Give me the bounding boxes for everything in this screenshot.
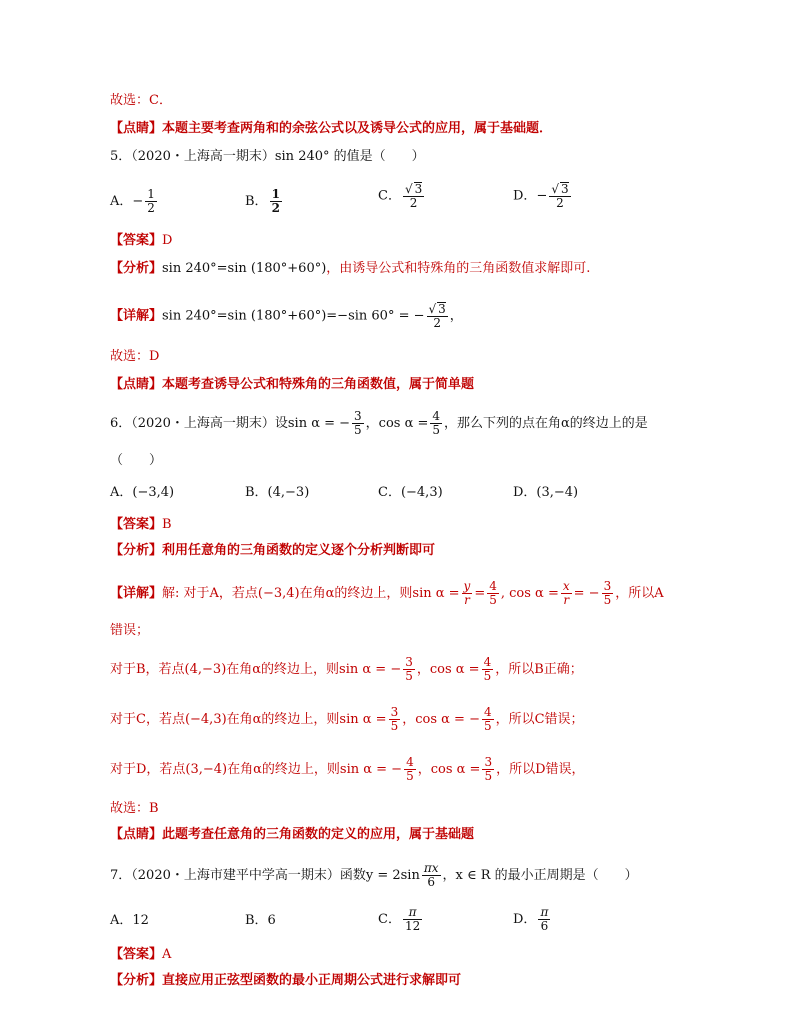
q5-stem: 5．（2020・上海高一期末）sin 240° 的值是（ ） — [110, 149, 425, 164]
q6-option-d: D．(3,−4) — [513, 485, 579, 500]
q7-stem: 7．（2020・上海市建平中学高一期末）函数y = 2sin $\frac{\pi x}{6}$ ，x ∈ R 的最小正周期是（ ） — [110, 861, 638, 889]
q7-answer: 【答案】A — [110, 947, 172, 962]
q7-option-b: B．6 — [245, 913, 276, 928]
q7-analysis: 【分析】直接应用正弦型函数的最小正周期公式进行求解即可 — [110, 973, 462, 988]
q5-option-d: D．− $\frac{√ 3}{2}$ — [513, 182, 569, 210]
q6-analysis: 【分析】利用任意角的三角函数的定义逐个分析判断即可 — [110, 543, 436, 558]
q6-detail-a-wrap: 错误； — [110, 623, 150, 638]
q6-select: 故选：B — [110, 801, 159, 816]
q4-comment: 【点睛】本题主要考查两角和的余弦公式以及诱导公式的应用，属于基础题． — [110, 121, 553, 136]
q6-detail-d: 对于D，若点(3,−4)在角α的终边上，则sin α = − $\frac{4}{5}$ ，cos α = $\frac{3}{5}$ ，所以D错误， — [110, 755, 585, 783]
q6-paren: （ ） — [110, 453, 163, 468]
q4-select: 故选：C． — [110, 93, 172, 108]
q5-option-a: A．− $\frac{1}{2}$ — [110, 187, 155, 215]
q5-option-c: C． $\frac{√ 3}{2}$ — [378, 182, 423, 210]
q6-detail-b: 对于B，若点(4,−3)在角α的终边上，则sin α = − $\frac{3}{5}$ ，cos α = $\frac{4}{5}$ ，所以B正确； — [110, 655, 583, 683]
q6-detail-c: 对于C，若点(−4,3)在角α的终边上，则sin α = $\frac{3}{5}$ ，cos α = − $\frac{4}{5}$ ，所以C错误； — [110, 705, 584, 733]
q5-comment: 【点睛】本题考查诱导公式和特殊角的三角函数值，属于简单题 — [110, 377, 475, 392]
q5-option-b: B． $\frac{1}{2}$ — [245, 187, 280, 215]
q6-option-b: B．(4,−3) — [245, 485, 310, 500]
q5-answer: 【答案】D — [110, 233, 173, 248]
q6-comment: 【点睛】此题考查任意角的三角函数的定义的应用，属于基础题 — [110, 827, 475, 842]
q7-option-c: C． $\frac{\pi}{12}$ — [378, 905, 421, 933]
q6-detail-a: 【详解】解: 对于A，若点(−3,4)在角α的终边上，则sin α = $\frac{y}{r}$ = $\frac{4}{5}$ , cos α = $\frac{x}{r}$ = − $\frac{3}{5}$ ，所以A — [110, 579, 664, 607]
q6-option-a: A．(−3,4) — [110, 485, 175, 500]
q6-stem: 6．（2020・上海高一期末）设sin α = − $\frac{3}{5}$ ，cos α = $\frac{4}{5}$ ，那么下列的点在角α的终边上的是 — [110, 409, 648, 437]
q6-option-c: C．(−4,3) — [378, 485, 443, 500]
q5-detail: 【详解】sin 240°=sin (180°+60°)=−sin 60° = − $\frac{√ 3}{2}$ ， — [110, 302, 463, 330]
q7-option-d: D． $\frac{\pi}{6}$ — [513, 905, 549, 933]
q5-select: 故选：D — [110, 349, 160, 364]
q5-analysis: 【分析】sin 240°=sin (180°+60°)，由诱导公式和特殊角的三角函数值求解即可. — [110, 261, 591, 276]
q7-option-a: A．12 — [110, 913, 149, 928]
q6-answer: 【答案】B — [110, 517, 172, 532]
